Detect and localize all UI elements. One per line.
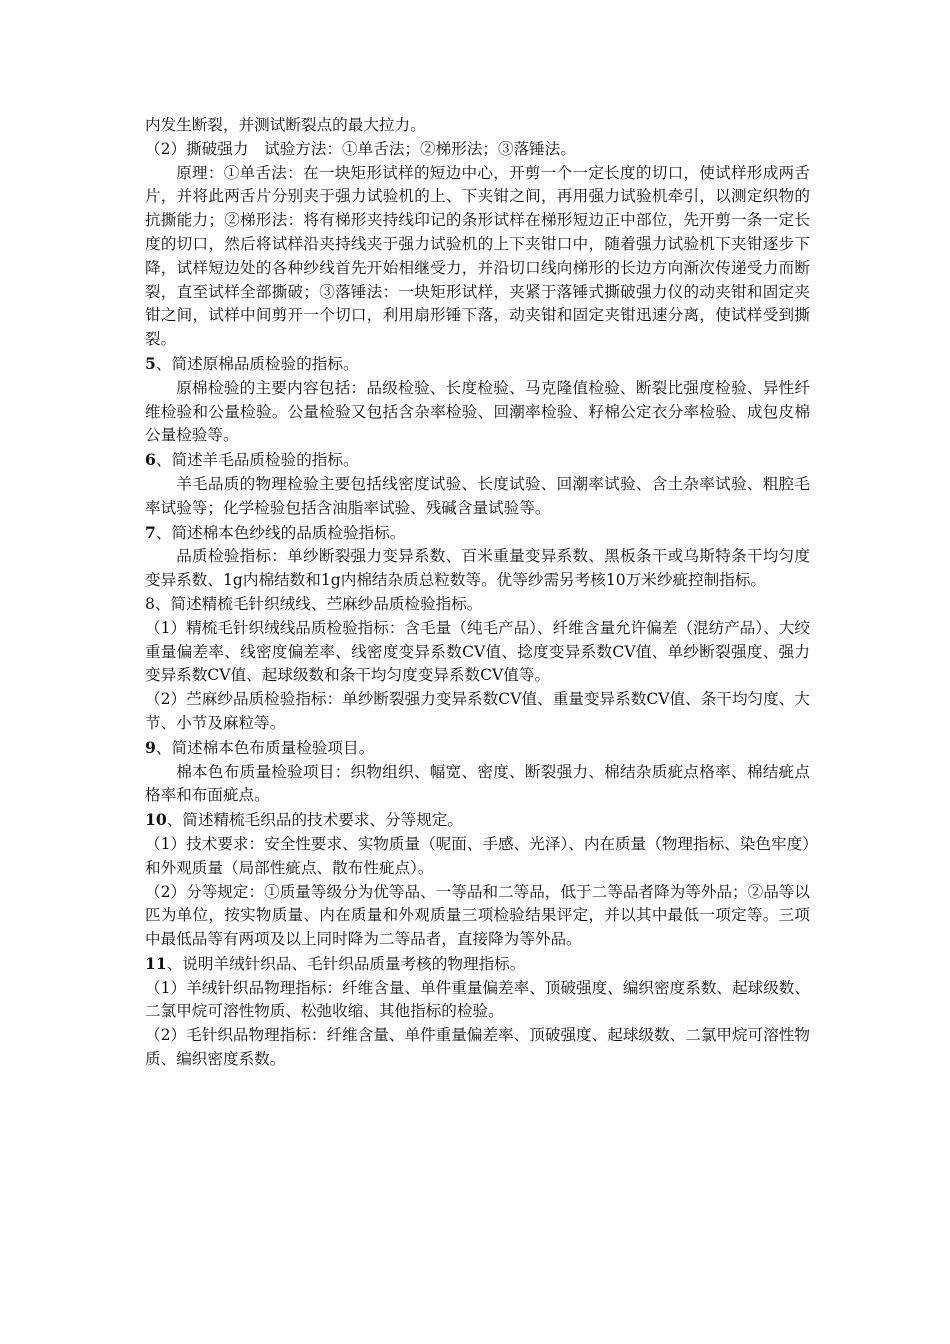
question-heading-11 xyxy=(145,952,810,977)
question-heading-7 xyxy=(145,521,810,546)
question-text: 、简述精梳毛织品的技术要求、分等规定。 xyxy=(166,811,463,830)
question-number: 9 xyxy=(145,737,156,757)
answer-paragraph: （1）技术要求：安全性要求、实物质量（呢面、手感、光泽）、内在质量（物理指标、染色牢度）和外观质量（局部性疵点、散布性疵点）。 xyxy=(145,834,810,877)
question-heading-6 xyxy=(145,448,810,473)
answer-paragraph: （2）分等规定：①质量等级分为优等品、一等品和二等品，低于二等品者降为等外品；②品等以匹为单位，按实物质量、内在质量和外观质量三项检验结果评定，并以其中最低一项定等。三项中最低品等有两项及以上同时降为二等品者，直接降为等外品。 xyxy=(145,882,810,949)
question-text: 、简述棉本色布质量检验项目。 xyxy=(155,738,375,757)
document-page xyxy=(145,114,810,1072)
question-number: 5 xyxy=(145,353,156,373)
answer-paragraph: 原棉检验的主要内容包括：品级检验、长度检验、马克隆值检验、断裂比强度检验、异性纤维检验和公量检验。公量检验又包括含杂率检验、回潮率检验、籽棉公定衣分率检验、成包皮棉公量检验等。 xyxy=(145,378,810,445)
question-number: 11 xyxy=(145,953,167,973)
question-heading-10 xyxy=(145,808,810,833)
question-text: 、简述原棉品质检验的指标。 xyxy=(155,354,359,373)
question-number: 6 xyxy=(145,450,156,470)
paragraph-continuation: 内发生断裂，并测试断裂点的最大拉力。 xyxy=(145,116,426,134)
paragraph-principle: 原理：①单舌法：在一块矩形试样的短边中心，开剪一个一定长度的切口，使试样形成两舌片，并将此两舌片分别夹于强力试验机的上、下夹钳之间，再用强力试验机牵引，以测定织物的抗撕能力；②梯形法：将有梯形夹持线印记的条形试样在梯形短边正中部位，先开剪一条一定长度的切口，然后将试样沿夹持线夹于强力试验机的上下夹钳口中，随着强力试验机下夹钳逐步下降，试样短边处的各种纱线首先开始相继受力，并沿切口线向梯形的长边方向渐次传递受力而断裂，直至试样全部撕破；③落锤法：一块矩形试样，夹紧于落锤式撕破强力仪的动夹钳和固定夹钳之间，试样中间剪开一个切口，利用扇形锤下落，动夹钳和固定夹钳迅速分离，使试样受到撕裂。 xyxy=(145,163,810,349)
question-text: 、简述棉本色纱线的品质检验指标。 xyxy=(155,523,406,542)
answer-paragraph: 羊毛品质的物理检验主要包括线密度试验、长度试验、回潮率试验、含土杂率试验、粗腔毛率试验等；化学检验包括含油脂率试验、残碱含量试验等。 xyxy=(145,474,810,517)
question-text: 、说明羊绒针织品、毛针织品质量考核的物理指标。 xyxy=(166,954,526,973)
answer-paragraph: （2）苎麻纱品质检验指标：单纱断裂强力变异系数CV值、重量变异系数CV值、条干均匀度、大节、小节及麻粒等。 xyxy=(145,690,810,732)
answer-paragraph: （2）毛针织品物理指标：纤维含量、单件重量偏差率、顶破强度、起球级数、二氯甲烷可溶性物质、编织密度系数。 xyxy=(145,1026,810,1069)
question-text: 、简述羊毛品质检验的指标。 xyxy=(155,451,359,470)
question-number: 10 xyxy=(145,810,167,830)
question-heading-8: 8、简述精梳毛针织绒线、苎麻纱品质检验指标。 xyxy=(145,594,483,613)
question-heading-9 xyxy=(145,736,810,761)
question-number: 7 xyxy=(145,522,156,542)
answer-paragraph: （1）羊绒针织品物理指标：纤维含量、单件重量偏差率、顶破强度、编织密度系数、起球级数、二氯甲烷可溶性物质、松弛收缩、其他指标的检验。 xyxy=(145,978,810,1021)
answer-paragraph: 棉本色布质量检验项目：织物组织、幅宽、密度、断裂强力、棉结杂质疵点格率、棉结疵点格率和布面疵点。 xyxy=(145,762,810,805)
paragraph-tear-strength: （2）撕破强力 试验方法：①单舌法；②梯形法；③落锤法。 xyxy=(145,139,576,158)
answer-paragraph: 品质检验指标：单纱断裂强力变异系数、百米重量变异系数、黑板条干或乌斯特条干均匀度变异系数、1g内棉结数和1g内棉结杂质总粒数等。优等纱需另考核10万米纱疵控制指标。 xyxy=(145,547,810,590)
answer-paragraph: （1）精梳毛针织绒线品质检验指标：含毛量（纯毛产品）、纤维含量允许偏差（混纺产品）、大绞重量偏差率、线密度偏差率、线密度变异系数CV值、捻度变异系数CV值、单纱断裂强度、强力变异系数CV值、起球级数和条干均匀度变异系数CV值等。 xyxy=(145,618,810,685)
question-heading-5 xyxy=(145,352,810,377)
